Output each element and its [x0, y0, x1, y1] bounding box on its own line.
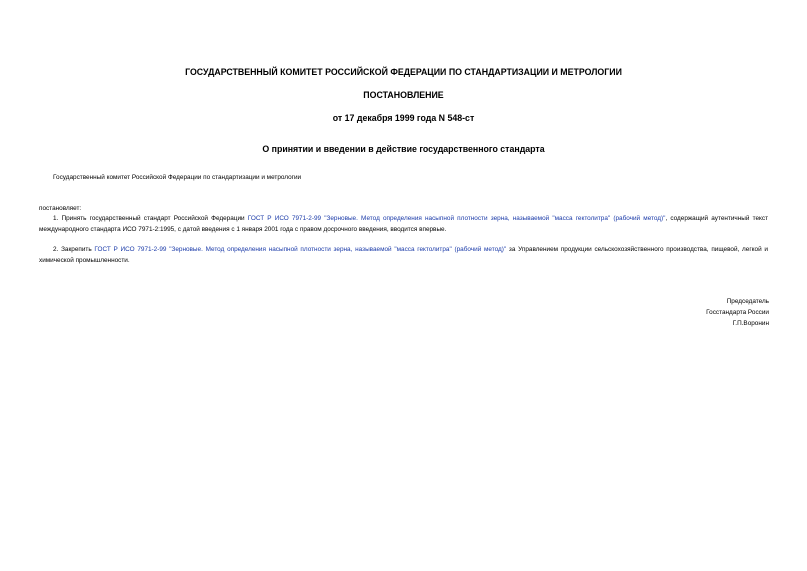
signature-name: Г.П.Воронин [732, 320, 769, 327]
standard-link-1[interactable]: ГОСТ Р ИСО 7971-2-99 "Зерновые. Метод определения насыпной плотности зерна, называемой "масса гектолитра" (рабочий метод)" [247, 215, 666, 222]
paragraph-1-tail: , содержащий аутентичный текст международного стандарта ИСО 7971-2:1995, с датой введения с 1 января 2001 года с правом досрочного введения, вводится впервые. [39, 215, 768, 233]
date-number-heading: от 17 декабря 1999 года N 548-ст [332, 113, 475, 123]
subject-heading: О принятии и введении в действие государственного стандарта [262, 144, 545, 154]
committee-line: Государственный комитет Российской Федерации по стандартизации и метрологии [53, 174, 302, 181]
paragraph-1 [39, 213, 768, 235]
paragraph-2-tail: за Управлением продукции сельскохозяйственного производства, пищевой, легкой и химической промышленности. [39, 246, 768, 264]
paragraph-2 [39, 244, 768, 266]
paragraph-1-lead: 1. Принять государственный стандарт Российской Федерации [53, 215, 248, 222]
decrees-line: постановляет: [39, 205, 82, 212]
committee-heading: ГОСУДАРСТВЕННЫЙ КОМИТЕТ РОССИЙСКОЙ ФЕДЕРАЦИИ ПО СТАНДАРТИЗАЦИИ И МЕТРОЛОГИИ [185, 67, 622, 77]
document-type-heading: ПОСТАНОВЛЕНИЕ [363, 90, 444, 100]
signature-position: Председатель [726, 298, 769, 305]
standard-link-2[interactable]: ГОСТ Р ИСО 7971-2-99 "Зерновые. Метод определения насыпной плотности зерна, называемой "масса гектолитра" (рабочий метод)" [94, 246, 507, 253]
signature-organization: Госстандарта России [706, 309, 769, 316]
paragraph-2-lead: 2. Закрепить [53, 246, 95, 253]
